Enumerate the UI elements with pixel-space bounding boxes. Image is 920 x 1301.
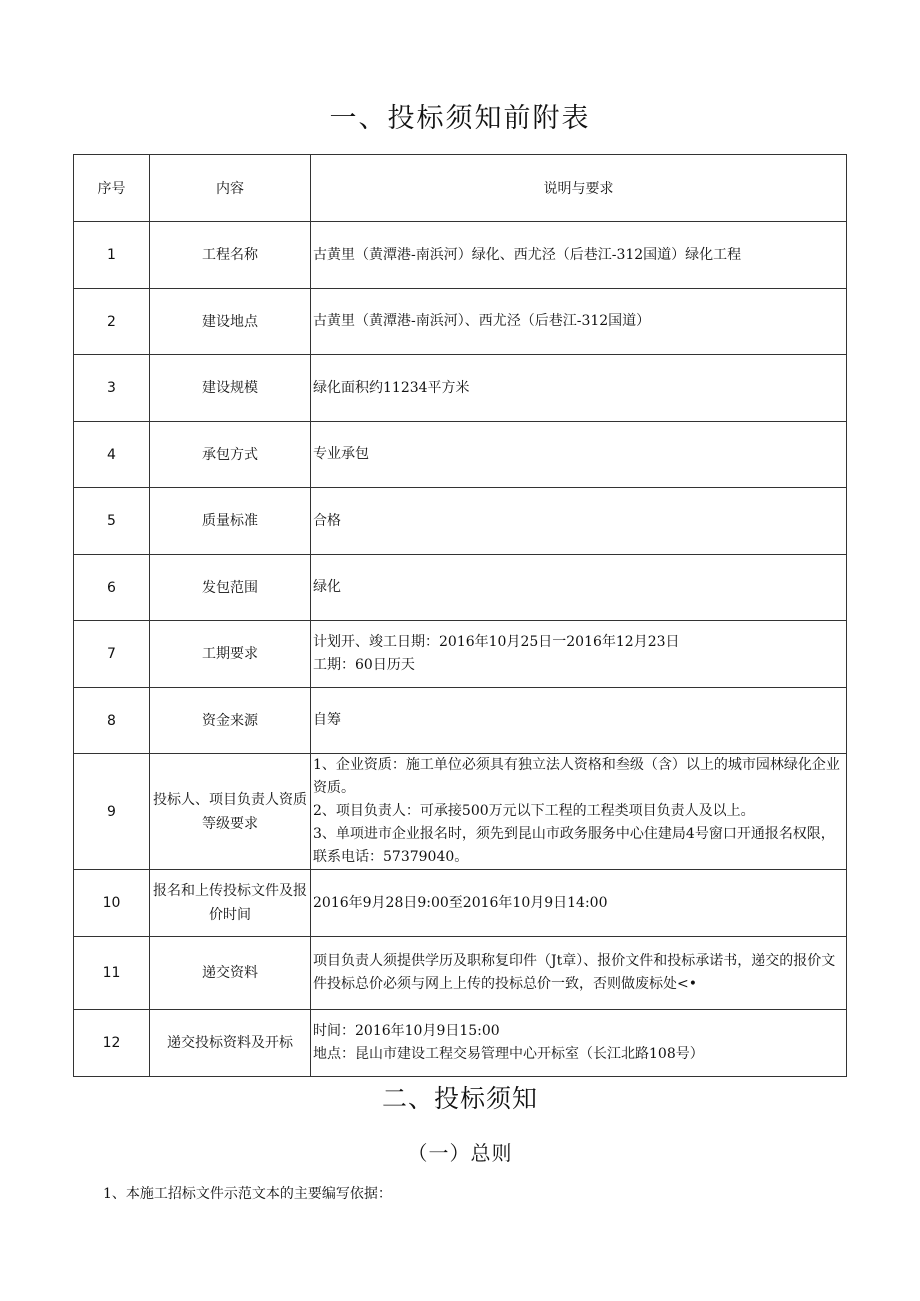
- header-description: 说明与要求: [311, 155, 847, 222]
- row-item: 资金来源: [150, 688, 311, 754]
- row-number: 6: [74, 555, 150, 621]
- row-number: 12: [74, 1010, 150, 1077]
- row-number: 1: [74, 222, 150, 289]
- row-description: [311, 488, 847, 555]
- row-number: 5: [74, 488, 150, 555]
- row-description: [311, 1010, 847, 1077]
- row-number: 2: [74, 289, 150, 355]
- section-title-bidding-instructions: 二、投标须知: [381, 1084, 538, 1113]
- row-number: 10: [74, 870, 150, 937]
- description-line: 2016年9月28日9:00至2016年10月9日14:00: [313, 894, 608, 911]
- table-row: [74, 870, 847, 937]
- table-row: [74, 555, 847, 621]
- paragraph-1: 1、本施工招标文件示范文本的主要编写依据：: [103, 1186, 392, 1202]
- table-row: [74, 488, 847, 555]
- row-item: 承包方式: [150, 422, 311, 488]
- row-description: [311, 937, 847, 1010]
- row-description: [311, 754, 847, 870]
- row-number: 7: [74, 621, 150, 688]
- row-item: 建设规模: [150, 355, 311, 422]
- row-item: 建设地点: [150, 289, 311, 355]
- row-description: [311, 621, 847, 688]
- description-line: 绿化: [313, 579, 341, 595]
- description-line: 专业承包: [313, 446, 369, 462]
- front-attached-table: [73, 154, 847, 1077]
- row-item: 递交投标资料及开标: [150, 1010, 311, 1077]
- document-title: 一、投标须知前附表: [329, 103, 591, 134]
- description-line: 地点：昆山市建设工程交易管理中心开标室（长江北路108号）: [313, 1046, 704, 1062]
- row-description: [311, 688, 847, 754]
- row-number: 4: [74, 422, 150, 488]
- row-item: 工程名称: [150, 222, 311, 289]
- subsection-title-general: （一）总则: [407, 1141, 513, 1165]
- row-number: 9: [74, 754, 150, 870]
- row-item: 投标人、项目负责人资质等级要求: [150, 754, 311, 870]
- description-line: 古黄里（黄潭港-南浜河）、西尤泾（后巷江-312国道）: [313, 313, 651, 329]
- description-line: 工期：60日历天: [313, 657, 415, 673]
- description-line: 3、单项进市企业报名时，须先到昆山市政务服务中心住建局4号窗口开通报名权限，联系电话：57379040。: [313, 826, 835, 865]
- description-line: 绿化面积约11234平方米: [313, 379, 470, 396]
- row-item: 质量标准: [150, 488, 311, 555]
- description-line: 合格: [313, 512, 341, 529]
- row-number: 3: [74, 355, 150, 422]
- row-description: [311, 222, 847, 289]
- row-item: 递交资料: [150, 937, 311, 1010]
- table-row: [74, 222, 847, 289]
- header-no: 序号: [74, 155, 150, 222]
- description-line: 计划开、竣工日期：2016年10月25日一2016年12月23日: [313, 634, 680, 650]
- row-description: [311, 422, 847, 488]
- table-row: [74, 289, 847, 355]
- table-row: [74, 355, 847, 422]
- description-line: 时间：2016年10月9日15:00: [313, 1023, 500, 1039]
- description-line: 1、企业资质：施工单位必须具有独立法人资格和叁级（含）以上的城市园林绿化企业资质。: [313, 757, 840, 796]
- table-row: [74, 688, 847, 754]
- table-row: [74, 422, 847, 488]
- table-row: [74, 621, 847, 688]
- description-line: 2、项目负责人：可承接500万元以下工程的工程类项目负责人及以上。: [313, 803, 755, 819]
- row-description: [311, 555, 847, 621]
- description-line: 项目负责人须提供学历及职称复印件（Jt章）、报价文件和投标承诺书，递交的报价文件投标总价必须与网上上传的投标总价一致，否则做废标处<•: [313, 953, 836, 992]
- row-number: 8: [74, 688, 150, 754]
- description-line: 古黄里（黄潭港-南浜河）绿化、西尤泾（后巷江-312国道）绿化工程: [313, 246, 742, 263]
- row-item: 报名和上传投标文件及报价时间: [150, 870, 311, 937]
- row-description: [311, 289, 847, 355]
- row-description: [311, 355, 847, 422]
- table-header-row: [74, 155, 847, 222]
- row-description: [311, 870, 847, 937]
- table-row: [74, 1010, 847, 1077]
- description-line: 自筹: [313, 712, 341, 728]
- row-item: 发包范围: [150, 555, 311, 621]
- header-content: 内容: [150, 155, 311, 222]
- table-row: [74, 937, 847, 1010]
- row-item: 工期要求: [150, 621, 311, 688]
- table-row: [74, 754, 847, 870]
- row-number: 11: [74, 937, 150, 1010]
